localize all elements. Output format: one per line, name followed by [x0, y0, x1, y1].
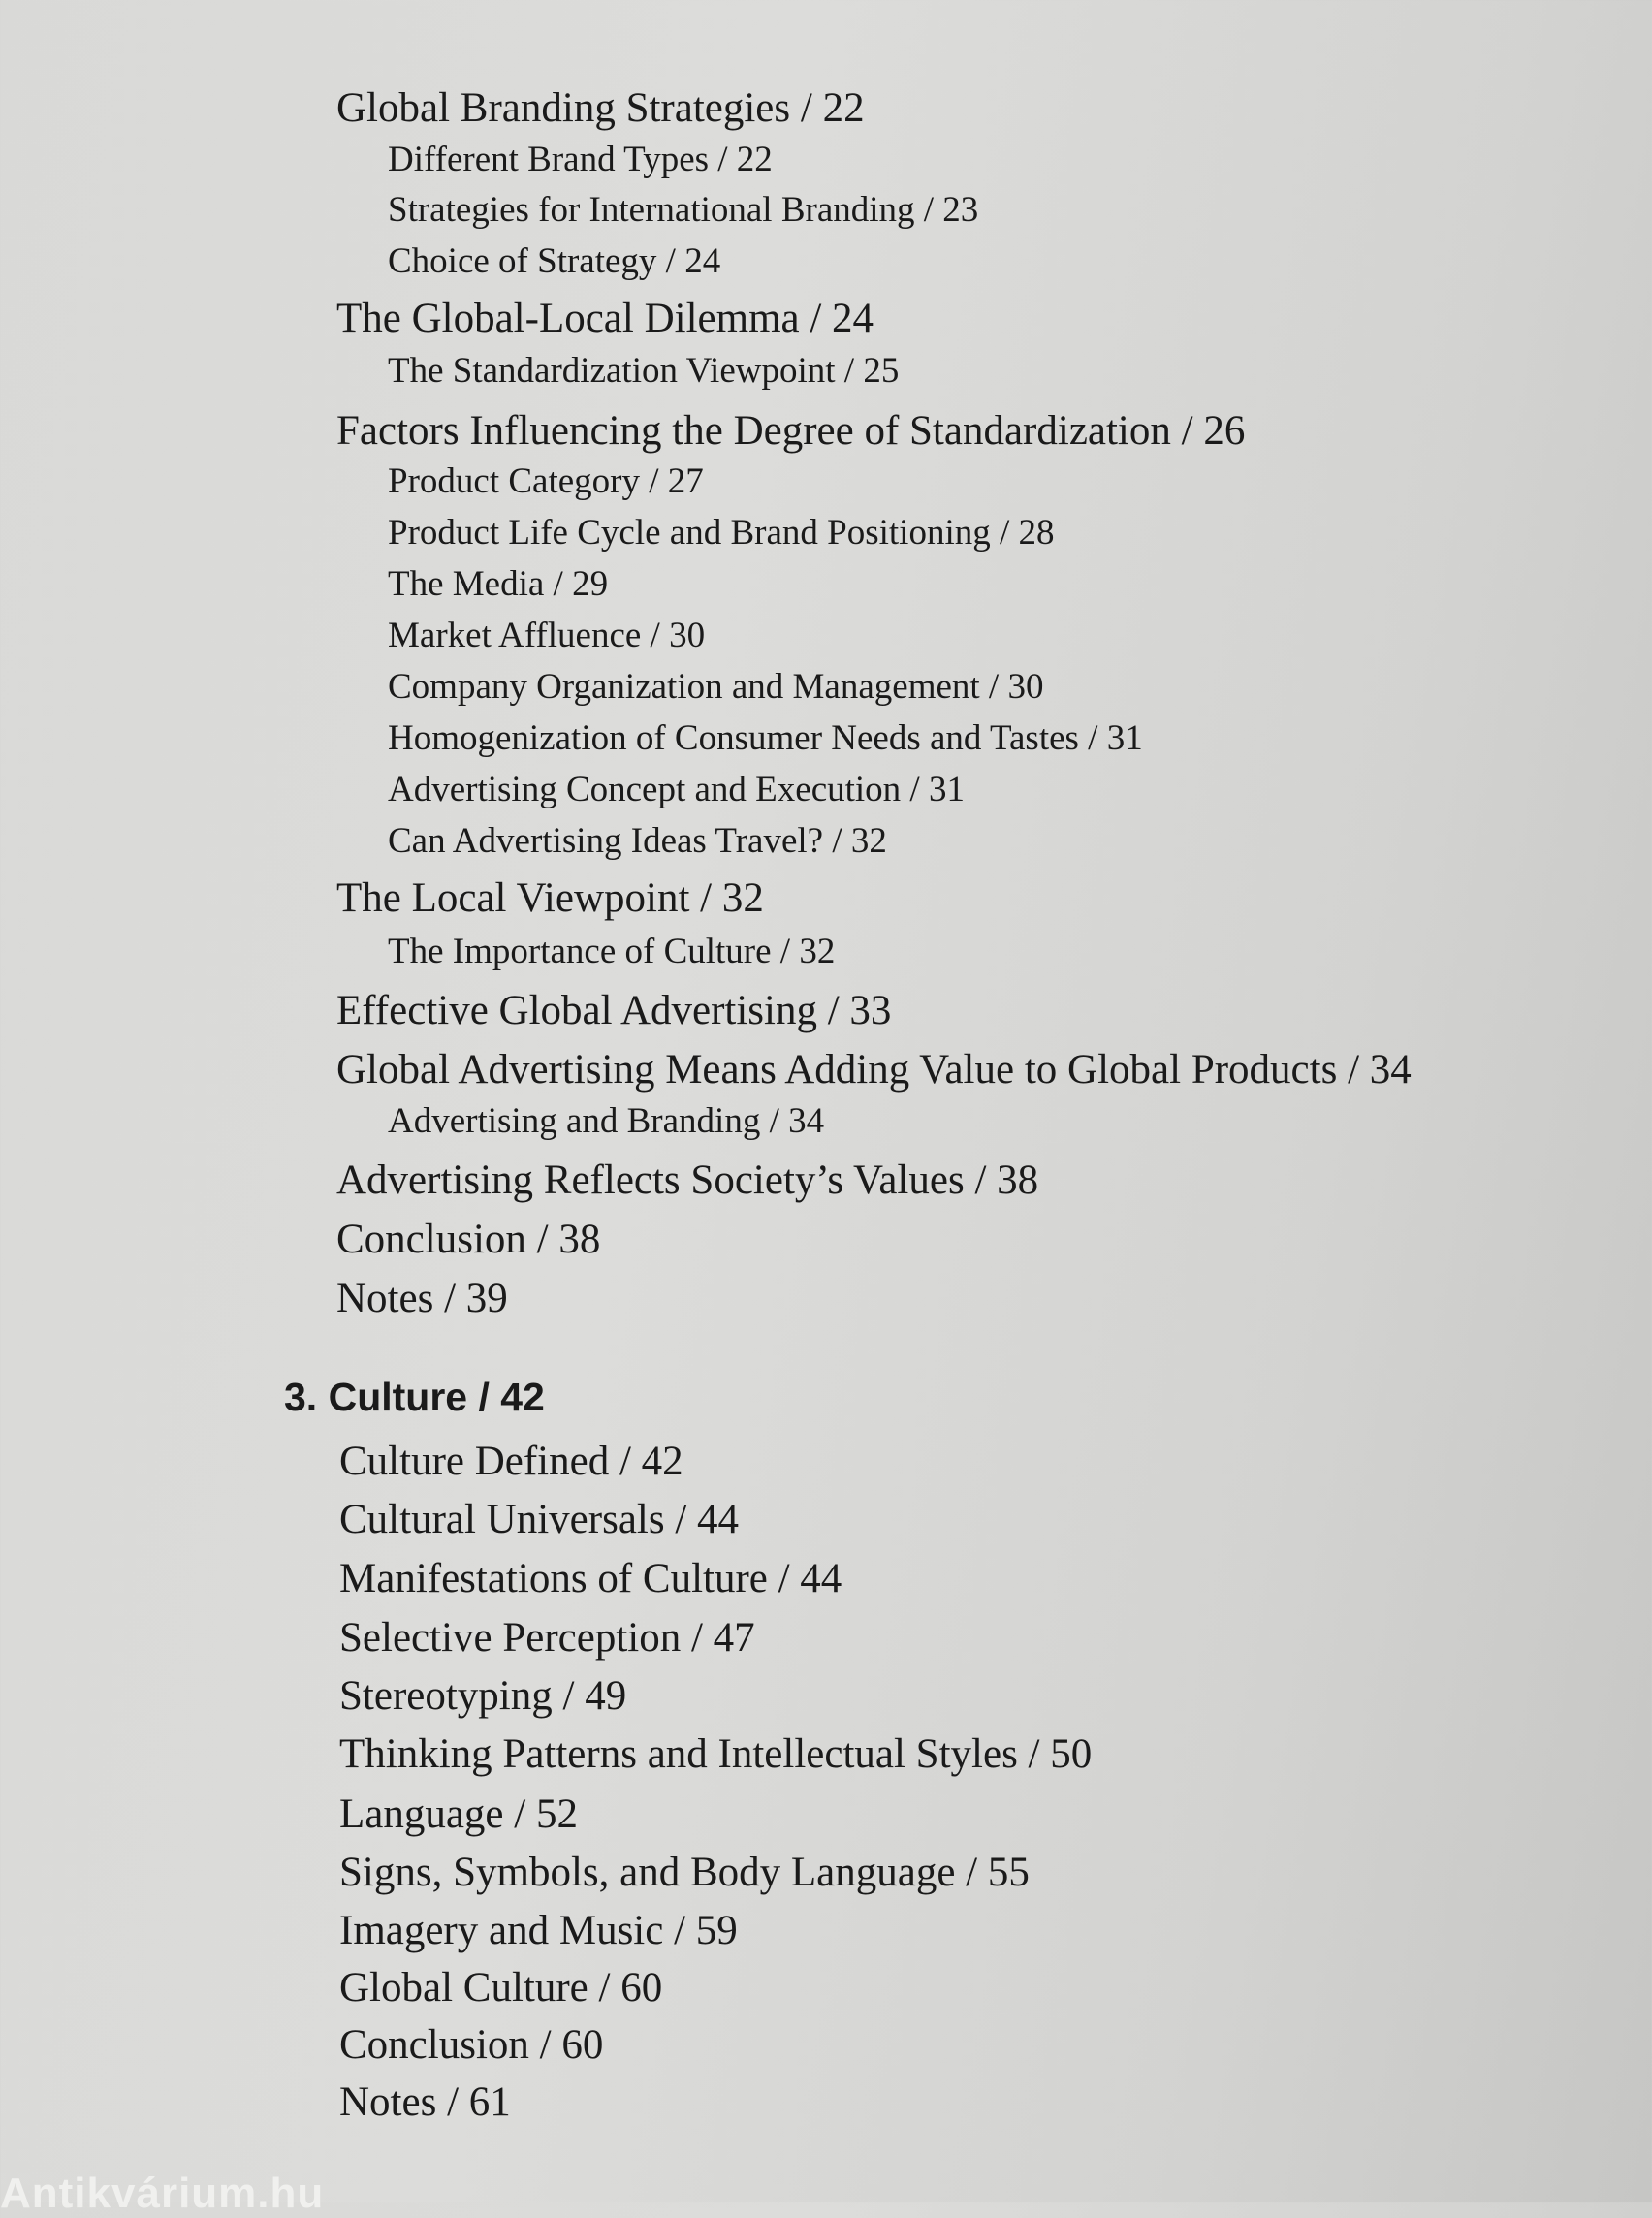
toc-entry: The Global-Local Dilemma / 24 — [336, 296, 874, 341]
toc-entry: Stereotyping / 49 — [339, 1673, 627, 1719]
toc-entry: Global Culture / 60 — [339, 1965, 663, 2011]
toc-entry: Cultural Universals / 44 — [339, 1497, 740, 1542]
toc-entry: Effective Global Advertising / 33 — [336, 988, 892, 1033]
toc-entry: Imagery and Music / 59 — [339, 1908, 738, 1953]
toc-entry: Conclusion / 38 — [336, 1217, 601, 1262]
toc-entry: Culture Defined / 42 — [339, 1439, 683, 1484]
toc-entry: Choice of Strategy / 24 — [388, 241, 721, 281]
toc-entry: Signs, Symbols, and Body Language / 55 — [339, 1850, 1030, 1895]
toc-entry: Factors Influencing the Degree of Standardization / 26 — [336, 408, 1246, 454]
watermark: Antikvárium.hu — [0, 2170, 325, 2217]
toc-entry: Global Branding Strategies / 22 — [336, 85, 865, 131]
toc-entry: Product Life Cycle and Brand Positioning / 28 — [388, 513, 1055, 553]
toc-entry: Manifestations of Culture / 44 — [339, 1556, 842, 1601]
toc-entry: Advertising Reflects Society’s Values / 38 — [336, 1157, 1039, 1203]
toc-entry: Market Affluence / 30 — [388, 616, 706, 655]
toc-entry: Language / 52 — [339, 1791, 578, 1837]
toc-entry: The Media / 29 — [388, 564, 609, 604]
toc-entry: Can Advertising Ideas Travel? / 32 — [388, 821, 887, 861]
toc-entry: Thinking Patterns and Intellectual Styles / 50 — [339, 1731, 1093, 1777]
toc-entry: Strategies for International Branding / 23 — [388, 190, 979, 230]
toc-entry: Selective Perception / 47 — [339, 1615, 755, 1661]
toc-entry: Global Advertising Means Adding Value to Global Products / 34 — [336, 1047, 1412, 1093]
toc-entry: The Importance of Culture / 32 — [388, 932, 836, 971]
toc-entry: The Standardization Viewpoint / 25 — [388, 351, 900, 391]
toc-entry: Notes / 61 — [339, 2079, 511, 2125]
toc-entry: Advertising and Branding / 34 — [388, 1101, 825, 1141]
toc-entry: Different Brand Types / 22 — [388, 140, 773, 179]
chapter-heading: 3. Culture / 42 — [284, 1375, 545, 1419]
toc-entry: Notes / 39 — [336, 1276, 508, 1321]
toc-entry: Product Category / 27 — [388, 461, 704, 501]
toc-entry: Conclusion / 60 — [339, 2022, 604, 2068]
toc-entry: The Local Viewpoint / 32 — [336, 875, 764, 921]
toc-entry: Advertising Concept and Execution / 31 — [388, 770, 965, 809]
toc-entry: Homogenization of Consumer Needs and Tastes / 31 — [388, 718, 1143, 758]
toc-entry: Company Organization and Management / 30 — [388, 667, 1044, 707]
